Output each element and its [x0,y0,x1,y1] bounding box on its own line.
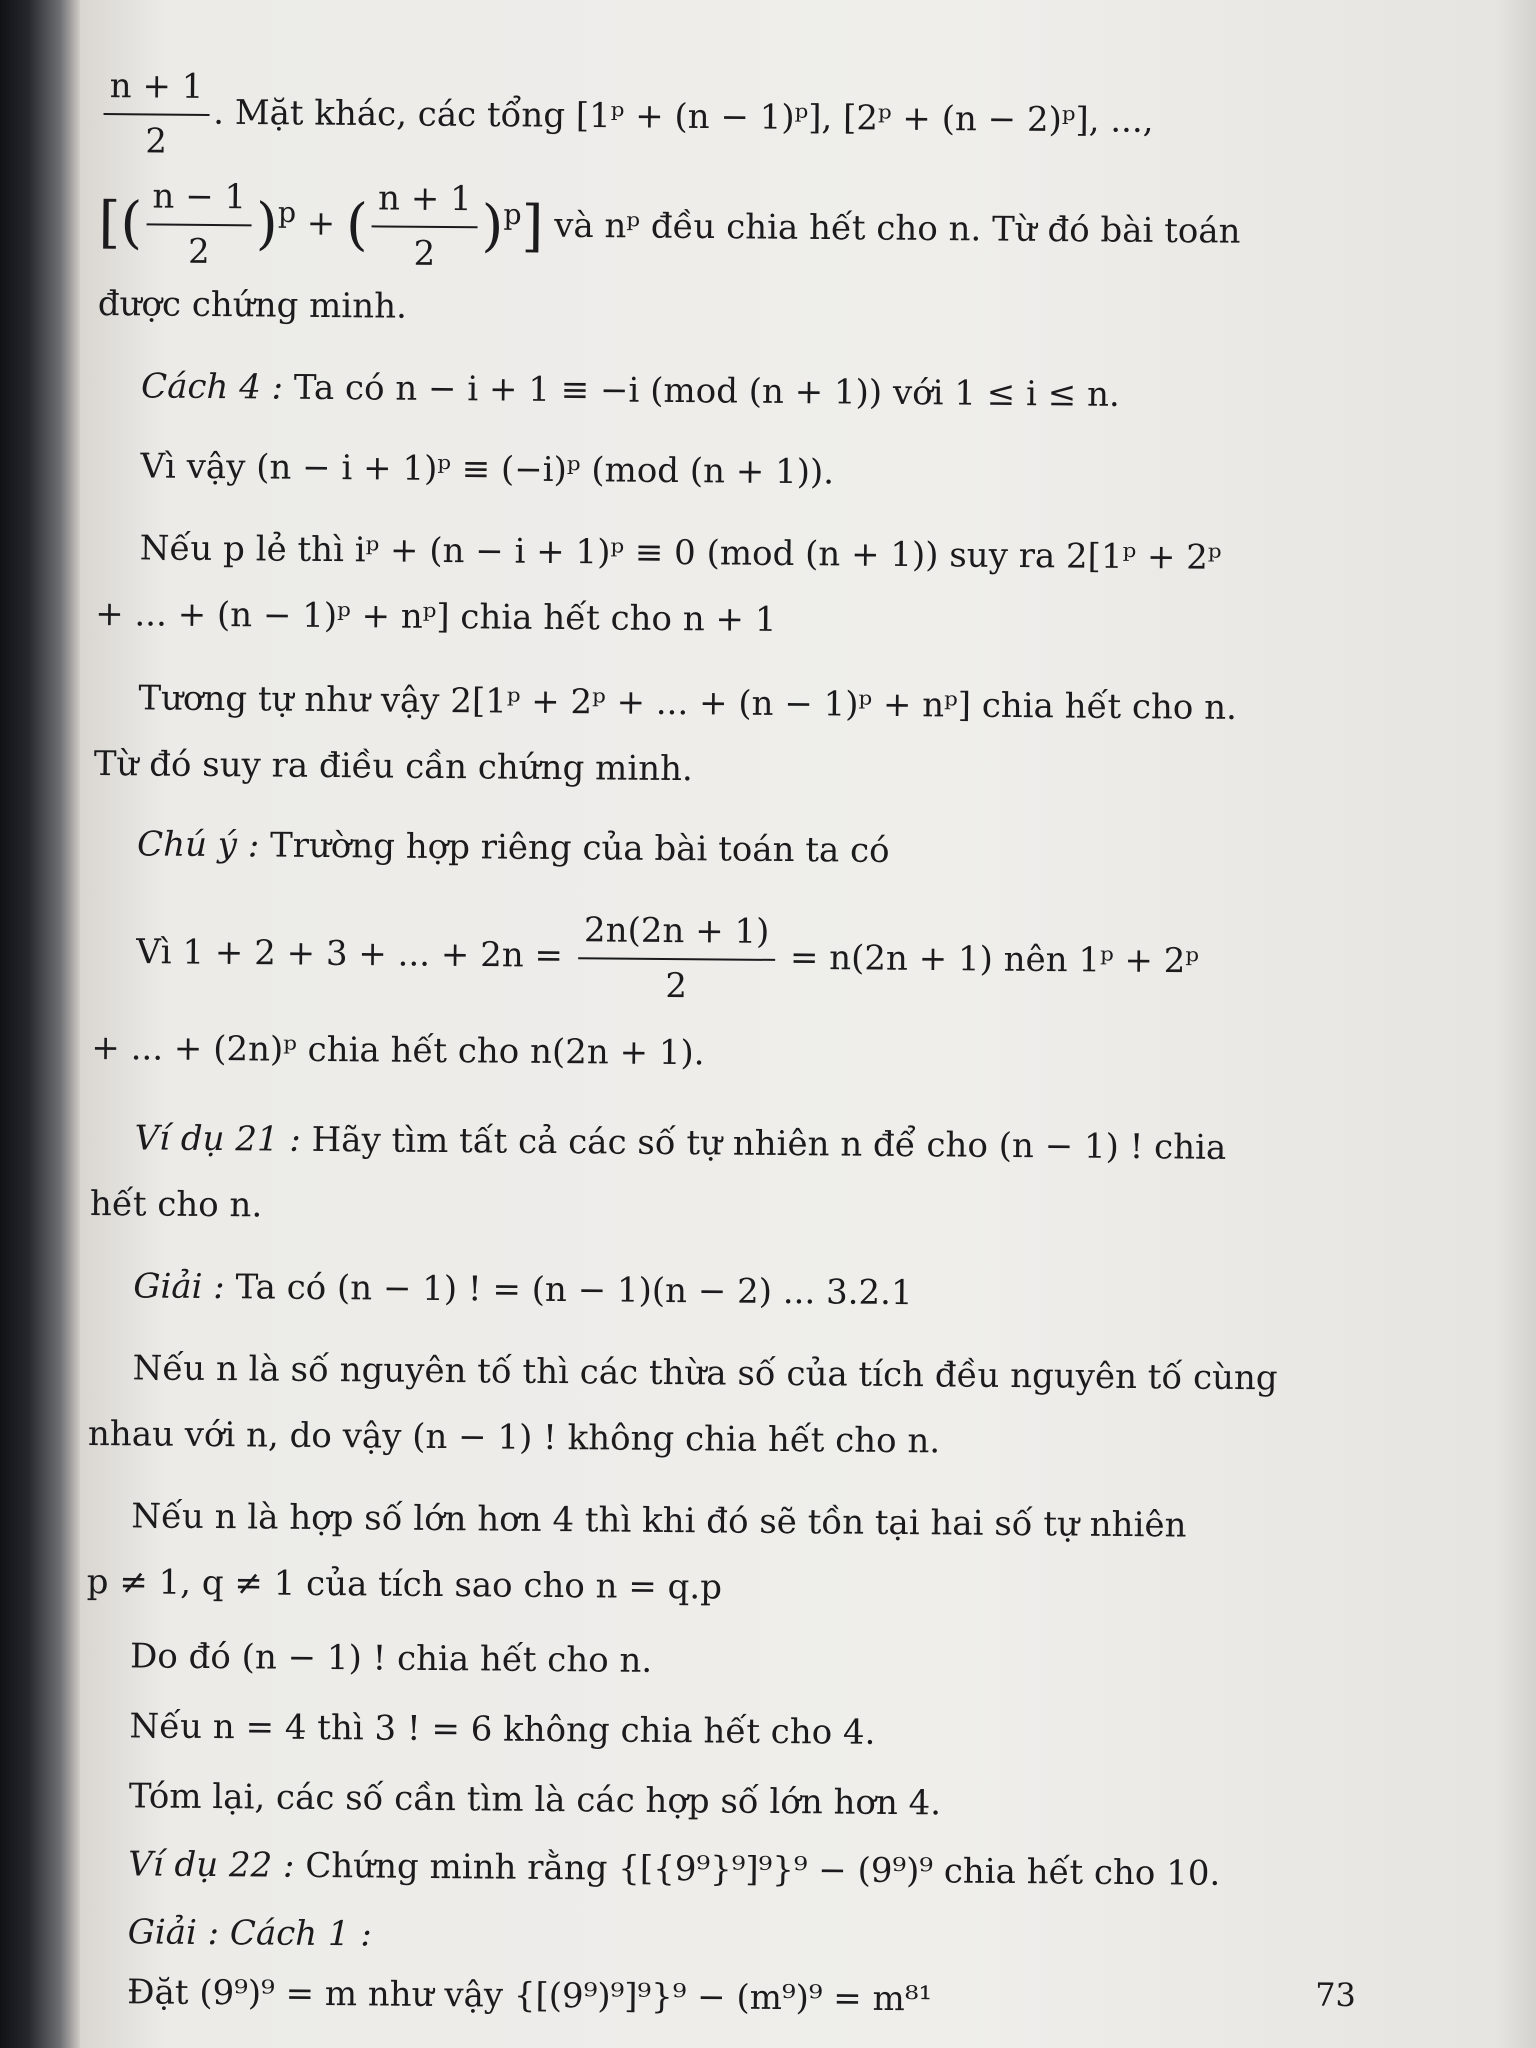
text-line-10 [137,818,890,877]
text-line-15 [133,1260,913,1319]
text-line-2: [( $\frac{n - 1}{2}$ )$^p$ + ( $\frac{n + 1}{2}$ )$^p$] và nᵖ đều chia hết cho n. Từ đó bài toán [98,170,1241,287]
text-line-12: + ... + (2n)ᵖ chia hết cho n(2n + 1). [91,1027,705,1074]
text-line-14: hết cho n. [89,1183,263,1226]
line-text: Ta có n − i + 1 ≡ −i (mod (n + 1)) với 1 ≤ i ≤ n. [282,367,1120,415]
text-line-22: Tóm lại, các số cần tìm là các hợp số lớn hơn 4. [128,1776,942,1824]
text-line-9: Từ đó suy ra điều cần chứng minh. [93,743,693,790]
solution-method-1-label: Giải : Cách 1 : [127,1912,373,1955]
fraction-denominator: 2 [145,121,168,162]
open-paren: ( [120,190,143,256]
text-line-1 [99,60,1154,177]
exponent-p: p [277,195,297,230]
fraction-2n-2n-plus-1-over-2 [577,904,775,1013]
line-text: Vì 1 + 2 + 3 + ... + 2n = [136,932,574,976]
example-21-label: Ví dụ 21 : [134,1118,301,1160]
fraction-denominator: 2 [665,965,688,1006]
fraction-numerator: n − 1 [146,170,252,226]
text-line-21: Nếu n = 4 thì 3 ! = 6 không chia hết cho 4. [129,1706,876,1753]
method-4-label: Cách 4 : [140,366,284,408]
text-line-20: Do đó (n − 1) ! chia hết cho n. [129,1636,653,1681]
close-paren: ) [255,191,279,257]
solution-label: Giải : [133,1266,225,1308]
line-text: và nᵖ đều chia hết cho n. Từ đó bài toán [543,205,1241,252]
text-line-7: + ... + (n − 1)ᵖ + nᵖ] chia hết cho n + 1 [94,593,777,640]
text-line-11 [136,900,1200,1017]
page-edge-shadow [1496,0,1536,2048]
close-bracket: ] [521,193,544,260]
fraction-numerator: 2n(2n + 1) [578,904,776,960]
fraction-n-minus-1-over-2 [146,170,253,278]
text-line-3: được chứng minh. [97,283,408,327]
line-text: = n(2n + 1) nên 1ᵖ + 2ᵖ [778,937,1200,982]
example-22-label: Ví dụ 22 : [128,1844,295,1886]
text-line-8: Tương tự như vậy 2[1ᵖ + 2ᵖ + ... + (n − 1)ᵖ + nᵖ] chia hết cho n. [138,678,1238,728]
line-text: Chứng minh rằng {[{9⁹}⁹]⁹}⁹ − (9⁹)⁹ chia hết cho 10. [294,1845,1221,1894]
page-number: 73 [1314,1975,1357,2015]
text-line-5: Vì vậy (n − i + 1)ᵖ ≡ (−i)ᵖ (mod (n + 1)). [140,446,835,493]
exponent-p: p [503,197,522,232]
book-spine [0,0,80,2048]
close-paren: ) [481,193,504,259]
line-text: Ta có (n − 1) ! = (n − 1)(n − 2) ... 3.2.1 [224,1267,913,1314]
fraction-denominator: 2 [413,233,436,274]
text-line-24 [127,1906,372,1961]
text-line-13 [134,1112,1226,1174]
text-line-17: nhau với n, do vậy (n − 1) ! không chia hết cho n. [87,1413,941,1462]
line-text: Trường hợp riêng của bài toán ta có [259,825,890,871]
fraction-numerator: n + 1 [104,60,210,116]
text-line-4 [141,360,1120,421]
text-line-25: Đặt (9⁹)⁹ = m như vậy {[(9⁹)⁹]⁹}⁹ − (m⁹)⁹ = m⁸¹ [126,1972,933,2020]
fraction-n-plus-1-over-2 [103,60,210,168]
text-line-18: Nếu n là hợp số lớn hơn 4 thì khi đó sẽ tồn tại hai số tự nhiên [131,1496,1187,1546]
fraction-n-plus-1-over-2 [371,172,478,280]
line-text: . Mặt khác, các tổng [1ᵖ + (n − 1)ᵖ], [2ᵖ + (n − 2)ᵖ], ..., [213,92,1154,141]
text-line-23 [128,1838,1220,1900]
open-paren: ( [345,192,369,258]
fraction-denominator: 2 [187,231,210,272]
text-line-19: p ≠ 1, q ≠ 1 của tích sao cho n = q.p [86,1561,723,1608]
line-text: Hãy tìm tất cả các số tự nhiên n để cho (n − 1) ! chia [300,1119,1227,1168]
fraction-numerator: n + 1 [372,172,478,228]
text-line-6: Nếu p lẻ thì iᵖ + (n − i + 1)ᵖ ≡ 0 (mod (n + 1)) suy ra 2[1ᵖ + 2ᵖ [139,528,1222,578]
note-label: Chú ý : [136,824,260,866]
open-bracket: [ [98,190,121,256]
text-line-16: Nếu n là số nguyên tố thì các thừa số của tích đều nguyên tố cùng [132,1348,1278,1399]
